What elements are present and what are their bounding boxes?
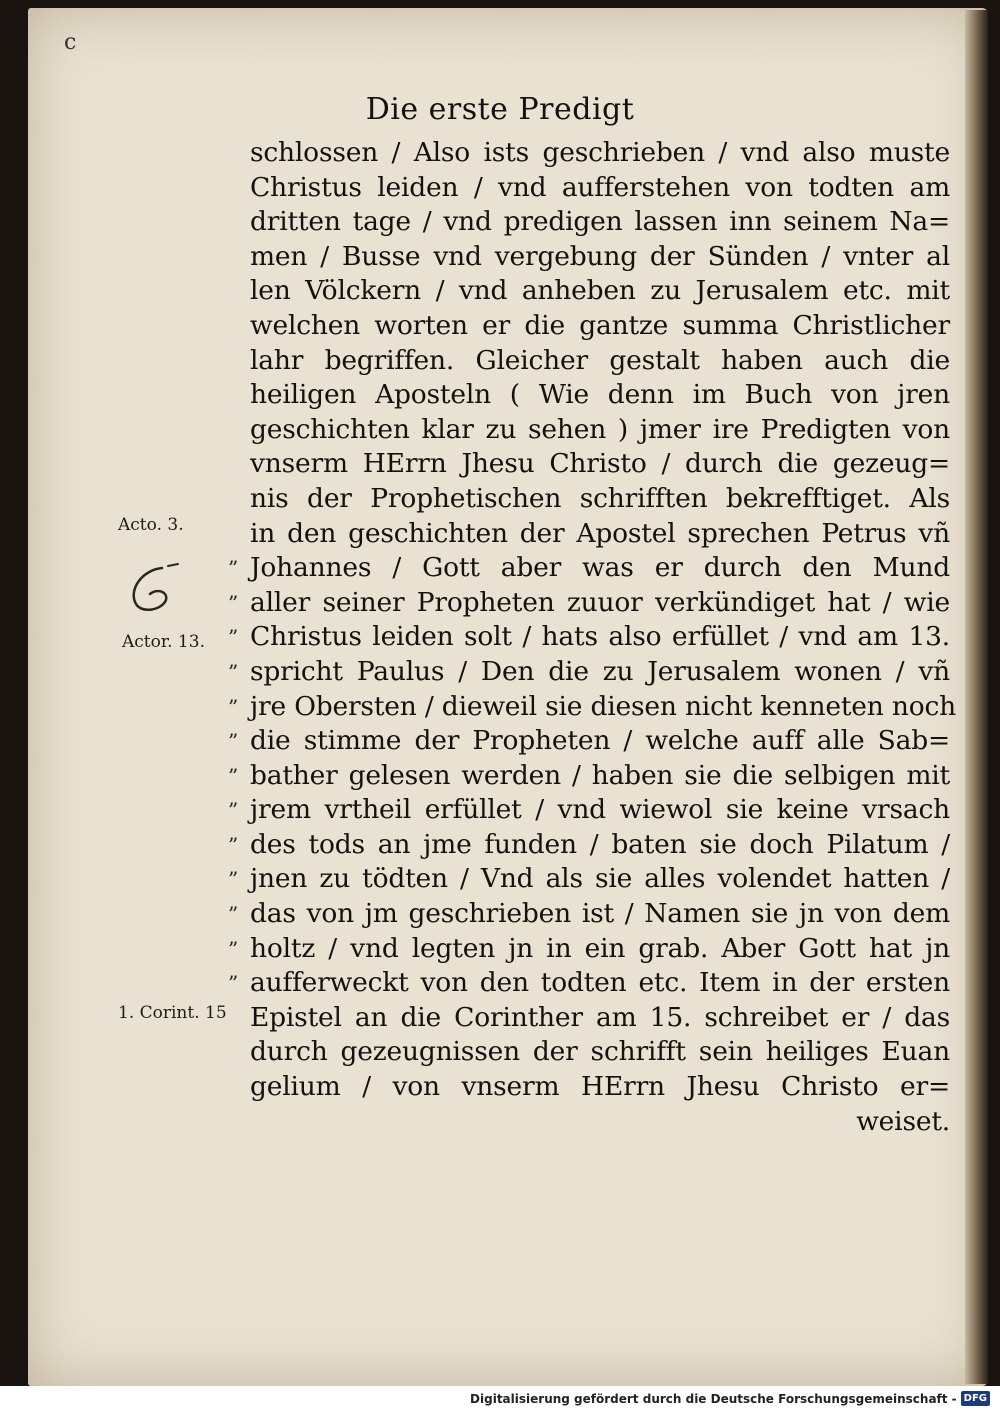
text-line: ” jrem vrtheil erfüllet / vnd wiewol sie keine vrsach <box>250 793 950 828</box>
text-line: ” spricht Paulus / Den die zu Jerusalem wonen / vñ <box>250 655 950 690</box>
text-line: welchen worten er die gantze summa Christlicher <box>250 309 950 341</box>
text-line: in den geschichten der Apostel sprechen Petrus vñ <box>250 517 950 549</box>
text-line: Christus leiden / vnd aufferstehen von todten am <box>250 171 950 203</box>
catchword: weiset. <box>856 1105 950 1137</box>
text-line: geschichten klar zu sehen ) jmer ire Predigten von <box>250 413 950 445</box>
text-line: durch gezeugnissen der schrifft sein heiliges Euan <box>250 1036 950 1068</box>
corner-mark: c <box>64 30 77 55</box>
text-line: Epistel an die Corinther am 15. schreibet er / das <box>250 1001 950 1033</box>
text-line: ” holtz / vnd legten jn in ein grab. Aber Gott hat jn <box>250 932 950 967</box>
text-line: ” jre Obersten / dieweil sie diesen nicht kenneten noch <box>250 690 950 725</box>
running-head: Die erste Predigt <box>365 92 635 127</box>
digitization-footer <box>0 1386 1000 1411</box>
margin-note-corint: 1. Corint. 15 <box>118 1003 227 1023</box>
text-line: ” das von jm geschrieben ist / Namen sie jn von dem <box>250 897 950 932</box>
text-line: len Völckern / vnd anheben zu Jerusalem etc. mit <box>250 275 950 307</box>
body-text <box>250 136 956 1139</box>
text-line: men / Busse vnd vergebung der Sünden / vnter al <box>250 240 950 272</box>
handwritten-ink-mark <box>122 560 192 620</box>
text-line: ” aller seiner Propheten zuuor verkündiget hat / wie <box>250 586 950 621</box>
text-line: ” aufferweckt von den todten etc. Item in der ersten <box>250 966 950 1001</box>
text-line: vnserm HErrn Jhesu Christo / durch die gezeug= <box>250 448 950 480</box>
text-line: nis der Prophetischen schrifften bekrefftiget. Als <box>250 482 950 514</box>
text-line: ” bather gelesen werden / haben sie die selbigen mit <box>250 759 950 794</box>
text-line: ” des tods an jme funden / baten sie doch Pilatum / <box>250 828 950 863</box>
text-line: heiligen Aposteln ( Wie denn im Buch von jren <box>250 379 950 411</box>
text-line: dritten tage / vnd predigen lassen inn seinem Na= <box>250 206 950 238</box>
text-line: ” Christus leiden solt / hats also erfüllet / vnd am 13. <box>250 620 950 655</box>
text-line: lahr begriffen. Gleicher gestalt haben auch die <box>250 344 950 376</box>
margin-note-actor13: Actor. 13. <box>122 632 205 652</box>
dfg-logo-icon: DFG <box>961 1391 990 1406</box>
text-line: gelium / von vnserm HErrn Jhesu Christo er= <box>250 1071 950 1103</box>
footer-credit-text: Digitalisierung gefördert durch die Deutsche Forschungsgemeinschaft - <box>470 1391 957 1406</box>
text-line: ” die stimme der Propheten / welche auff alle Sab= <box>250 724 950 759</box>
text-line: ” jnen zu tödten / Vnd als sie alles volendet hatten / <box>250 862 950 897</box>
text-line: schlossen / Also ists geschrieben / vnd also muste <box>250 137 950 168</box>
page-binding-edge <box>965 10 988 1384</box>
margin-note-acto3: Acto. 3. <box>118 515 184 535</box>
text-line: ” Johannes / Gott aber was er durch den Mund <box>250 551 950 586</box>
